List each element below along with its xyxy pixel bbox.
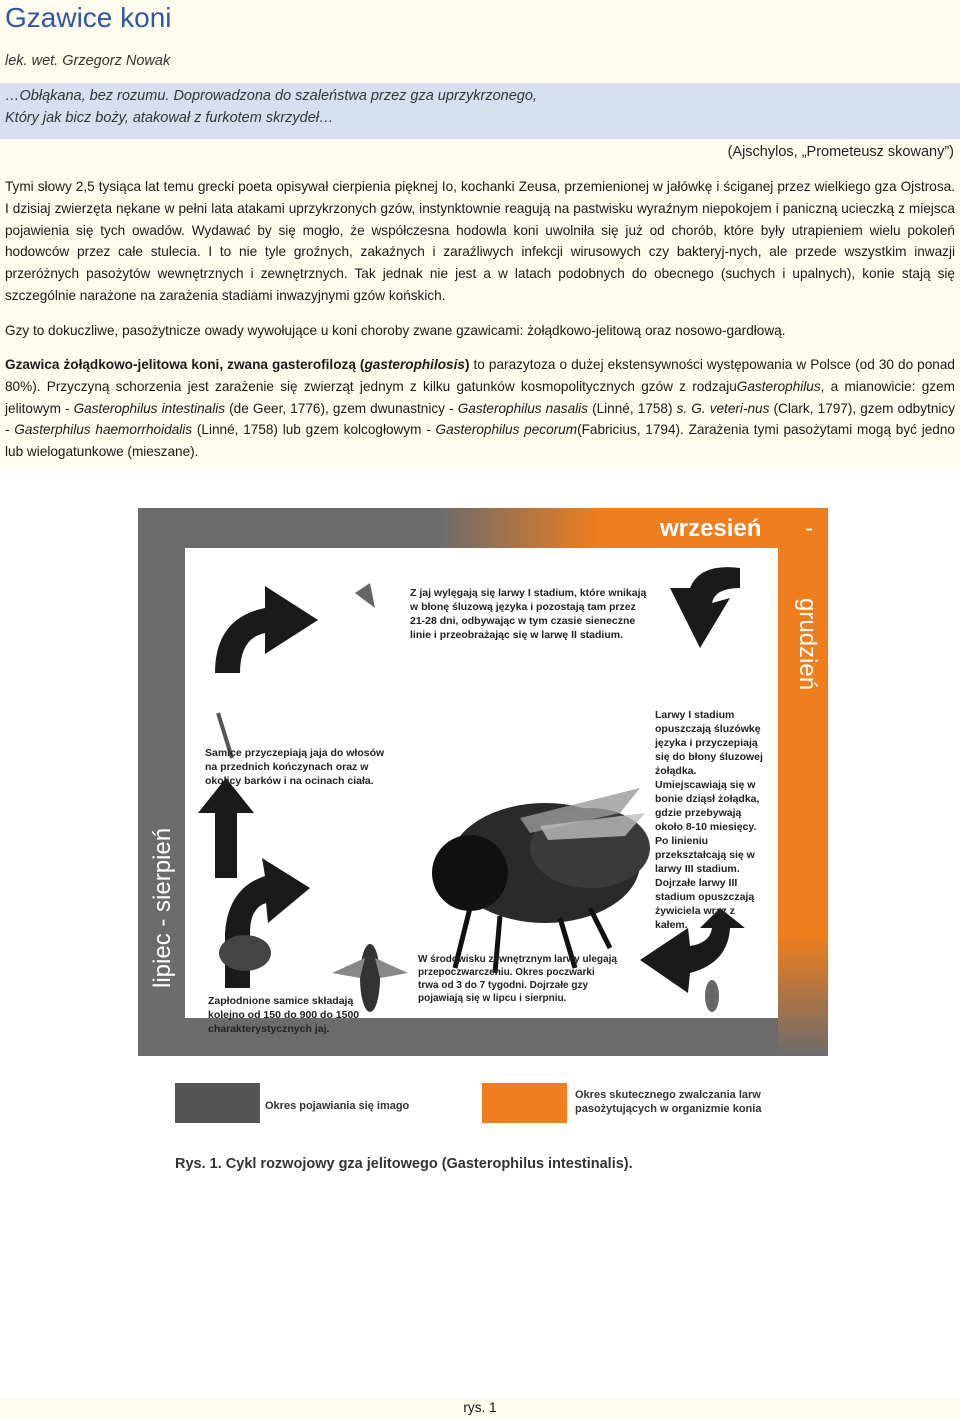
label-dash-top: - <box>805 515 813 542</box>
paragraph-gasterophilosis <box>5 354 955 463</box>
epigraph-source: (Ajschylos, „Prometeusz skowany”) <box>727 144 954 160</box>
p3-f: (Linné, 1758) lub gzem kolcogłowym - <box>192 422 436 438</box>
label-month-right: grudzień <box>794 598 821 691</box>
p3-d: (Linné, 1758) <box>587 400 677 416</box>
p3-i3: Gasterophilus nasalis <box>457 400 588 416</box>
label-month-top: wrzesień <box>660 515 762 542</box>
note-bottom <box>418 953 618 1018</box>
paragraph-definition: Gzy to dokuczliwe, pasożytnicze owady wywołujące u koni choroby zwane gzawicami: żołądkowo-jelitową oraz nosowo-gardłową. <box>5 323 786 338</box>
p3-i6: Gasterophilus pecorum <box>435 422 578 438</box>
p3-bold: Gzawica żołądkowo-jelitowa koni, zwana gasterofilozą ( <box>5 357 365 372</box>
epigraph <box>0 83 960 139</box>
legend-gray-label: Okres pojawiania się imago <box>265 1100 410 1112</box>
p3-i2: Gasterophilus intestinalis <box>73 400 226 416</box>
p3-e: (Clark, 1797), gzem odbytnicy - <box>5 400 955 438</box>
p3-i5: Gasterphilus haemorrhoidalis <box>14 422 193 438</box>
band-fade-top <box>440 508 600 548</box>
small-fly-sketch-icon <box>219 935 271 971</box>
figure-caption: Rys. 1. Cykl rozwojowy gza jelitowego (Gasterophilus intestinalis). <box>175 1156 633 1172</box>
p3-bold-italic: gasterophilosis <box>364 357 465 372</box>
note-right <box>655 708 770 988</box>
p3-i1: Gasterophilus <box>736 378 821 394</box>
figure-label: rys. 1 <box>463 1400 497 1415</box>
note-left-top <box>205 746 385 816</box>
life-cycle-diagram <box>0 468 960 1398</box>
figure-life-cycle <box>0 468 960 1398</box>
legend-orange-swatch <box>482 1083 567 1123</box>
band-fade-right <box>778 788 828 1056</box>
note-bottom-text: W środowisku zewnętrznym larwy ulegają przepoczwarczeniu. Okres poczwarki trwa od 3 do 7 tygodni. Dojrzałe gzy pojawiają się w lipcu i sierpniu. <box>418 954 617 1004</box>
label-month-left: lipiec - sierpień <box>149 827 176 988</box>
page-title: Gzawice koni <box>5 2 172 33</box>
epigraph-line-2: Który jak bicz boży, atakował z furkotem skrzydeł… <box>5 110 334 126</box>
legend-orange <box>575 1088 780 1128</box>
legend-orange-label: Okres skutecznego zwalczania larw pasożytujących w organizmie konia <box>575 1089 762 1115</box>
p3-c: (de Geer, 1776), gzem dwunastnicy - <box>225 400 458 416</box>
p3-bold-end: ) <box>464 357 470 372</box>
epigraph-line-1: …Obłąkana, bez rozumu. Doprowadzona do szaleństwa przez gza uprzykrzonego, <box>5 88 537 104</box>
note-top-text: Z jaj wylęgają się larwy I stadium, które wnikają w błonę śluzową języka i pozostają tam przez 21-28 dni, odbywając w tym czasie sieneczne linie i przeobrażając się w larwę II stadium. <box>410 587 647 641</box>
note-top <box>410 586 650 666</box>
p3-b: , a mianowicie: gzem jelitowym - <box>5 378 955 416</box>
note-left-bottom <box>208 994 378 1054</box>
legend-gray-swatch <box>175 1083 260 1123</box>
p3-a: to parazytoza o dużej ekstensywności występowania w Polsce (od 30 do ponad 80%). Przyczyną schorzenia jest zarażenie się zwierząt jednym z kilku gatunków kosmopolitycznych gzów z rodzaju <box>5 357 955 394</box>
p3-i4: s. G. veteri-nus <box>676 400 770 416</box>
note-left-bottom-text: Zapłodnione samice składają kolejno od 150 do 900 do 1500 charakterystycznych jaj. <box>208 995 360 1035</box>
author: lek. wet. Grzegorz Nowak <box>5 53 171 69</box>
p3-g: (Fabricius, 1794). Zarażenia tymi pasożytami mogą być jedno lub wielogatunkowe (mieszane). <box>5 422 955 460</box>
note-left-top-text: Samice przyczepiają jaja do włosów na przednich kończynach oraz w okolicy barków i na ocinach ciała. <box>205 747 385 787</box>
paragraph-intro: Tymi słowy 2,5 tysiąca lat temu grecki poeta opisywał cierpienia pięknej Io, kochanki Zeusa, przemienionej w jałówkę i ściganej przez wielkiego gza Ojstrosa. I dzisiaj zwierzęta nękane w pełni lata atakami uprzykrzonych gzów, instynktownie reagują na pastwisku wyraźnym niepokojem i paniczną ucieczką z miejsca pojawienia się tych owadów. Wydawać by się mogło, że współczesna hodowla koni uwolniła się już od chorób, które były utrapieniem wielu pokoleń hodowców przez całe stulecia. I to nie tyle groźnych, zakaźnych i zaraźliwych infekcji wirusowych czy bakteryj-nych, ale przede wszystkim inwazji przeróżnych pasożytów wewnętrznych i zewnętrznych. Tak jednak nie jest a w latach podobnych do obecnego (suchych i upalnych), konie stają się szczególnie narażone na zarażenia stadiami inwazyjnymi gzów końskich. <box>5 179 955 303</box>
note-right-text: Larwy I stadium opuszczają śluzówkę języka i przyczepiają się do błony śluzowej żołądka. Umiejscawiają się w bonie dziąsł żołądka, gdzie przebywają około 8-10 miesięcy. Po linieniu przekształcają się w larwy III stadium. Dojrzałe larwy III stadium opuszczają żywiciela wraz z kałem. <box>655 709 763 931</box>
